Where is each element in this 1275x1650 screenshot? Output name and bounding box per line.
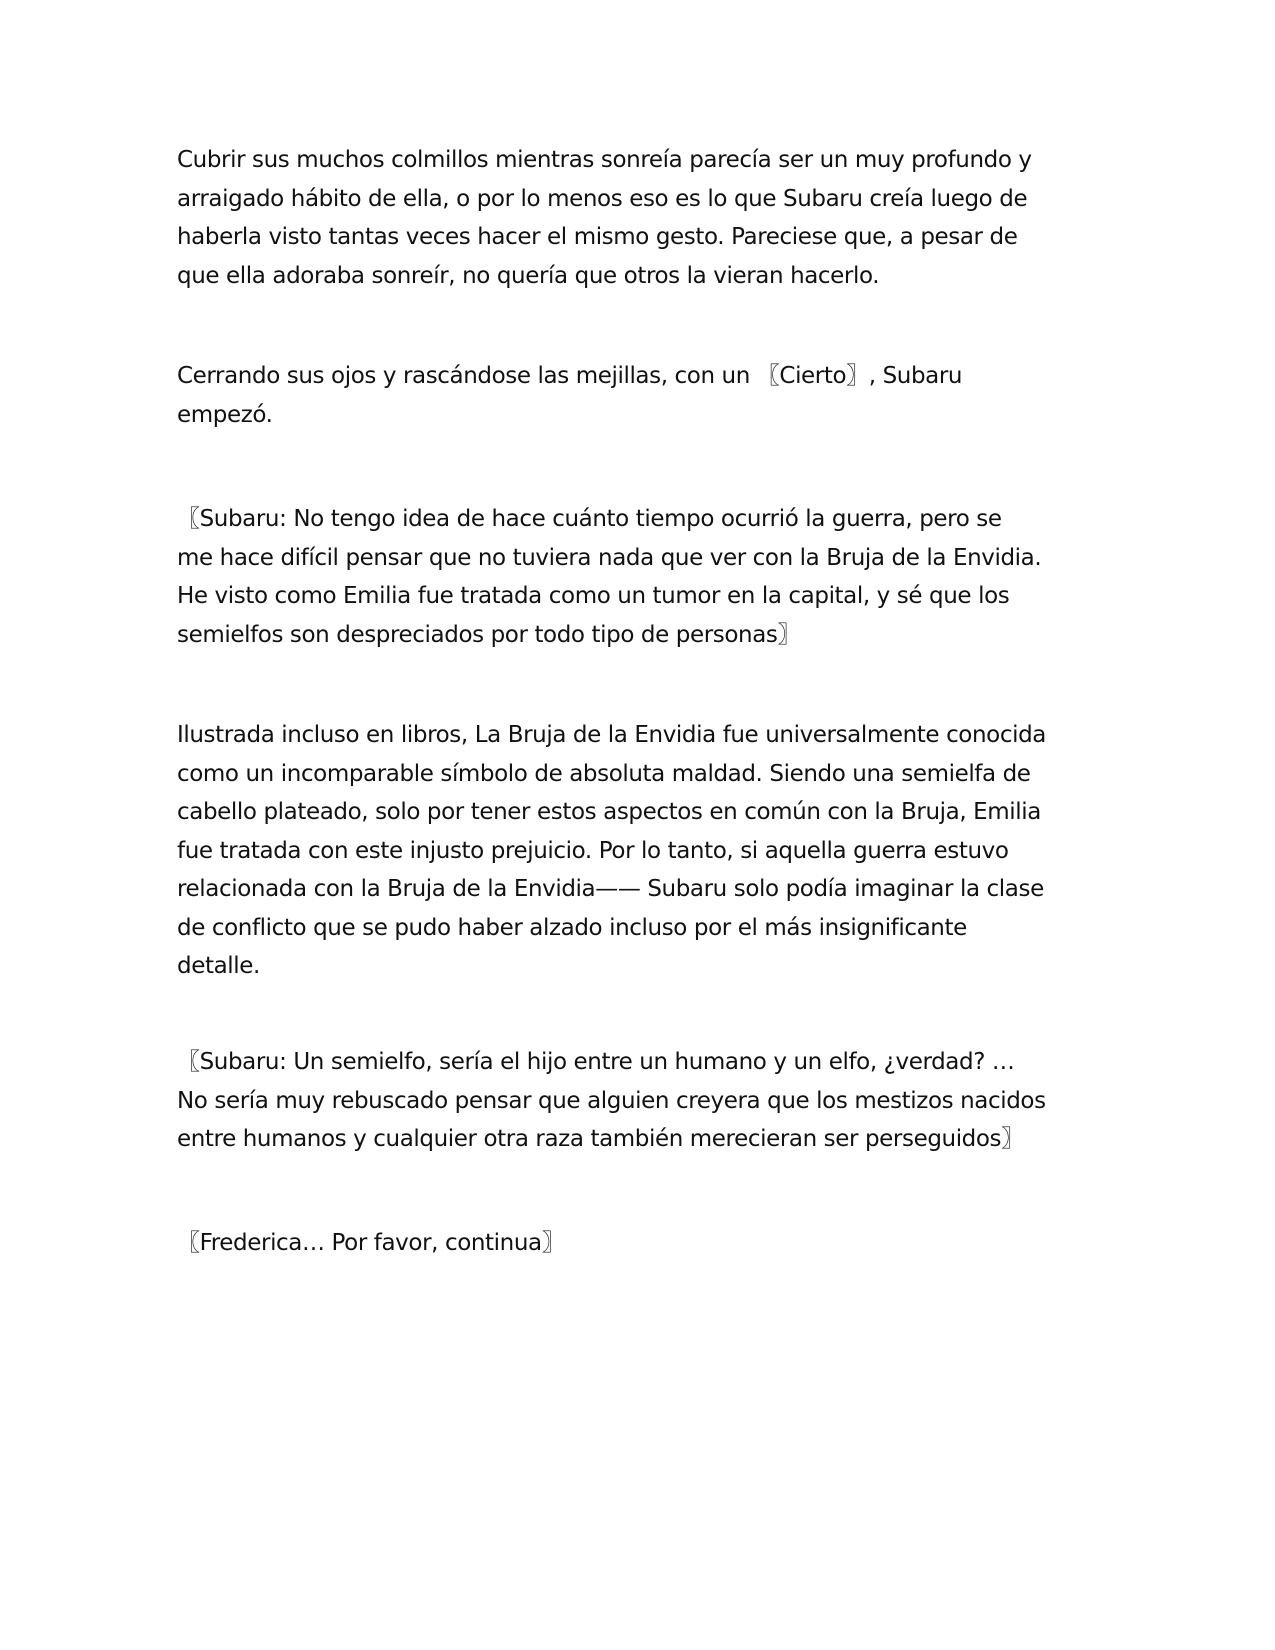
text-line: arraigado hábito de ella, o por lo menos eso es lo que Subaru creía luego de	[177, 185, 1028, 212]
text-line: 〖Frederica… Por favor, continua〗	[177, 1230, 565, 1256]
text-line: relacionada con la Bruja de la Envidia—— Subaru solo podía imaginar la clase	[177, 876, 1044, 902]
text-line: de conflicto que se pudo haber alzado incluso por el más insignificante	[177, 914, 967, 941]
text-line: Cerrando sus ojos y rascándose las mejillas, con un 〖Cierto〗, Subaru	[177, 363, 963, 389]
text-line: Ilustrada incluso en libros, La Bruja de la Envidia fue universalmente conocida	[177, 722, 1046, 748]
paragraph-5-dialogue	[177, 1043, 1107, 1159]
paragraph-4	[177, 716, 1107, 986]
paragraph-2	[177, 357, 1107, 434]
text-line: Cubrir sus muchos colmillos mientras sonreía parecía ser un muy profundo y	[177, 147, 1032, 173]
text-line: He visto como Emilia fue tratada como un tumor en la capital, y sé que los	[177, 583, 1010, 609]
paragraph-3-dialogue	[177, 500, 1107, 654]
text-line: 〖Subaru: No tengo idea de hace cuánto tiempo ocurrió la guerra, pero se	[177, 506, 1002, 532]
text-line: me hace difícil pensar que no tuviera nada que ver con la Bruja de la Envidia.	[177, 544, 1042, 571]
text-line: haberla visto tantas veces hacer el mismo gesto. Pareciese que, a pesar de	[177, 224, 1018, 250]
text-line: semielfos son despreciados por todo tipo de personas〗	[177, 621, 801, 648]
text-line: detalle.	[177, 953, 260, 979]
text-line: cabello plateado, solo por tener estos aspectos en común con la Bruja, Emilia	[177, 799, 1041, 825]
text-line: fue tratada con este injusto prejuicio. Por lo tanto, si aquella guerra estuvo	[177, 837, 1009, 864]
text-line: No sería muy rebuscado pensar que alguien creyera que los mestizos nacidos	[177, 1087, 1046, 1114]
text-line: 〖Subaru: Un semielfo, sería el hijo entre un humano y un elfo, ¿verdad? …	[177, 1049, 1015, 1075]
paragraph-1	[177, 141, 1107, 295]
text-line: empezó.	[177, 401, 273, 428]
text-line: que ella adoraba sonreír, no quería que otros la vieran hacerlo.	[177, 262, 880, 289]
text-line: entre humanos y cualquier otra raza también merecieran ser perseguidos〗	[177, 1126, 1024, 1152]
text-line: como un incomparable símbolo de absoluta maldad. Siendo una semielfa de	[177, 760, 1031, 787]
paragraph-6-dialogue	[177, 1224, 1107, 1263]
